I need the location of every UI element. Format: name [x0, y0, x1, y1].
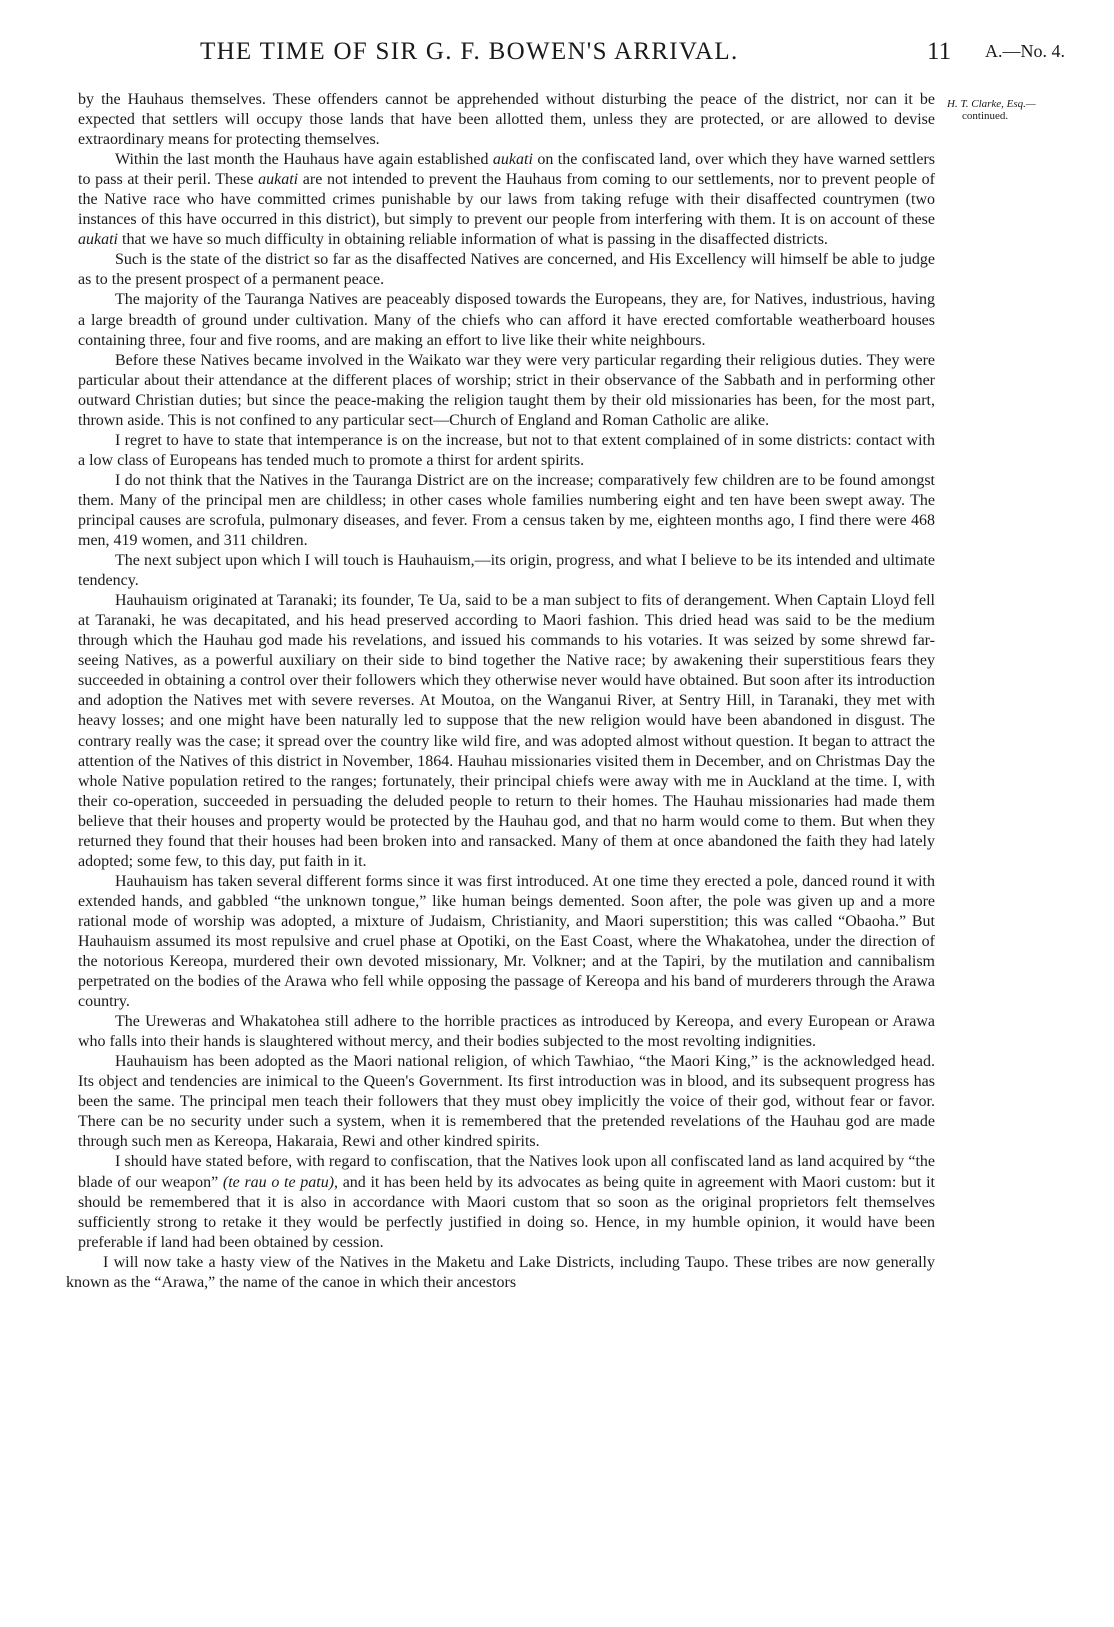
document-reference: A.—No. 4. — [985, 41, 1065, 61]
margin-note — [947, 98, 1107, 122]
paragraph-text: are not intended to prevent the Hauhaus from coming to our settlements, nor to prevent people of the Native race who have committed crimes punishable by our laws from taking refuge with their disaffected countrymen (two instances of this have occurred in this district), but simply to prevent our people from interfering with them. It is on account of these — [78, 171, 935, 229]
paragraph-text: Such is the state of the district so far as the disaffected Natives are concerned, and His Excellency will himself be able to judge as to the present prospect of a permanent peace. — [78, 251, 935, 289]
running-title: THE TIME OF SIR G. F. BOWEN'S ARRIVAL. — [200, 38, 739, 65]
paragraph-text: Hauhauism originated at Taranaki; its founder, Te Ua, said to be a man subject to fits of derangement. When Captain Lloyd fell at Taranaki, he was decapitated, and his head preserved according to Maori fashion. This dried head was said to be the medium through which the Hauhau god made his revelations, and issued his commands to his votaries. It was seized by some shrewd far-seeing Natives, as a powerful auxiliary on their side to bind together the Native race; by awakening their superstitious fears they succeeded in obtaining a control over their followers which they otherwise never would have obtained. But soon after its introduction and adoption the Natives met with severe reverses. At Moutoa, on the Wanganui River, at Sentry Hill, in Taranaki, they met with heavy losses; and one might have been naturally led to suppose that the new religion would have been abandoned in disgust. The contrary really was the case; it spread over the country like wild fire, and was adopted almost without question. It began to attract the attention of the Natives of this district in November, 1864. Hauhau missionaries visited them in December, and on Christmas Day the whole Native population retired to the ranges; fortunately, their principal chiefs were away with me in Auckland at the time. I, with their co-operation, succeeded in persuading the deluded people to return to their homes. The Hauhau missionaries had made them believe that their houses and property would be protected by the Hauhau god, and that no harm would come to them. But when they returned they found that their houses had been broken into and ransacked. Many of them at once abandoned the faith they had lately adopted; some few, to this day, put faith in it. — [78, 592, 935, 870]
paragraph — [66, 1253, 935, 1293]
paragraph-text: Within the last month the Hauhaus have again established — [115, 151, 493, 169]
paragraph-text: The Ureweras and Whakatohea still adhere to the horrible practices as introduced by Kereopa, and every European or Arawa who falls into their hands is slaughtered without mercy, and their bodies subjected to the most revolting indignities. — [78, 1013, 935, 1051]
paragraph-text: I will now take a hasty view of the Natives in the Maketu and Lake Districts, including Taupo. These tribes are now generally known as the “Arawa,” the name of the canoe in which their ancestors — [66, 1253, 935, 1291]
italic-text: aukati — [258, 171, 299, 189]
paragraph — [78, 551, 935, 591]
body-text — [66, 90, 936, 1293]
paragraph — [78, 150, 935, 250]
paragraph-text: The next subject upon which I will touch is Hauhauism,—its origin, progress, and what I believe to be its intended and ultimate tendency. — [78, 552, 935, 590]
paragraph-text: I should have stated before, with regard to confiscation, that the Natives look upon all confiscated land as land acquired by “the blade of our weapon” — [78, 1153, 935, 1191]
paragraph — [78, 90, 935, 150]
paragraph — [78, 250, 935, 290]
paragraph-text: I regret to have to state that intemperance is on the increase, but not to that extent complained of in some districts: contact with a low class of Europeans has tended much to promote a thirst for ardent spirits. — [78, 431, 935, 469]
paragraph-text: on the confiscated land, over which they have warned settlers to pass at their peril. These — [78, 151, 935, 189]
paragraph-text: I do not think that the Natives in the Tauranga District are on the increase; comparatively few children are to be found amongst them. Many of the principal men are childless; in other cases whole families numbering eight and ten have been swept away. The principal causes are scrofula, pulmonary diseases, and fever. From a census taken by me, eighteen months ago, I find there were 468 men, 419 women, and 311 children. — [78, 471, 935, 550]
paragraph — [78, 1152, 935, 1252]
paragraph-text: The majority of the Tauranga Natives are peaceably disposed towards the Europeans, they are, for Natives, industrious, having a large breadth of ground under cultivation. Many of the chiefs who can afford it have erected comfortable weatherboard houses containing three, four and five rooms, and are making an effort to live like their white neighbours. — [78, 291, 935, 349]
paragraph — [78, 1012, 935, 1052]
margin-note-continued: continued. — [962, 110, 1009, 122]
paragraph-text: by the Hauhaus themselves. These offenders cannot be apprehended without disturbing the peace of the district, nor can it be expected that settlers will occupy those lands that have been allotted them, unless they are protected, or are allowed to devise extraordinary means for protecting themselves. — [78, 91, 935, 149]
paragraph — [78, 1052, 935, 1152]
paragraph-text: Before these Natives became involved in the Waikato war they were very particular regarding their religious duties. They were particular about their attendance at the different places of worship; strict in their observance of the Sabbath and in performing other outward Christian duties; but since the peace-making the religion taught them by their old missionaries has been, for the most part, thrown aside. This is not confined to any particular sect—Church of England and Roman Catholic are alike. — [78, 351, 935, 429]
paragraph-text: that we have so much difficulty in obtaining reliable information of what is passing in the disaffected districts. — [118, 231, 828, 249]
paragraph — [78, 351, 935, 431]
paragraph — [78, 290, 935, 350]
paragraph — [78, 872, 935, 1012]
italic-text: aukati — [78, 231, 118, 249]
paragraph-text: , and it has been held by its advocates as being quite in agreement with Maori custom: but it should be remembered that it is also in accordance with Maori custom that so soon as the original proprietors felt themselves sufficiently strong to retake it they would be perfectly justified in doing so. Hence, in my humble opinion, it would have been preferable if land had been obtained by cession. — [78, 1173, 936, 1251]
paragraph — [78, 591, 935, 872]
margin-note-author: H. T. Clarke, Esq.— — [947, 98, 1036, 110]
paragraph — [78, 471, 935, 551]
paragraph-text: Hauhauism has taken several different forms since it was first introduced. At one time they erected a pole, danced round it with extended hands, and gabbled “the unknown tongue,” like human beings demented. Soon after, the pole was given up and a more rational mode of worship was adopted, a mixture of Judaism, Christianity, and Maori superstition; this was called “Obaoha.” But Hauhauism assumed its most repulsive and cruel phase at Opotiki, on the East Coast, where the Whakatohea, under the direction of the notorious Kereopa, murdered their own devoted missionary, Mr. Volkner; and at the Tapiri, by the mutilation and cannibalism perpetrated on the bodies of the Arawa who fell while opposing the passage of Kereopa and his band of murderers through the Arawa country. — [78, 872, 935, 1011]
page-number: 11 — [927, 38, 952, 65]
paragraph-text: Hauhauism has been adopted as the Maori national religion, of which Tawhiao, “the Maori King,” is the acknowledged head. Its object and tendencies are inimical to the Queen's Government. Its first introduction was in blood, and its subsequent progress has been the same. The principal men teach their followers that they must obey implicitly the voice of their god, without fear or favor. There can be no security under such a system, when it is remembered that the pretended revelations of the Hauhau god are made through such men as Kereopa, Hakaraia, Rewi and other kindred spirits. — [78, 1053, 935, 1151]
paragraph — [78, 431, 935, 471]
italic-text: (te rau o te patu) — [222, 1173, 335, 1191]
page-header — [0, 38, 1114, 78]
italic-text: aukati — [492, 151, 533, 169]
